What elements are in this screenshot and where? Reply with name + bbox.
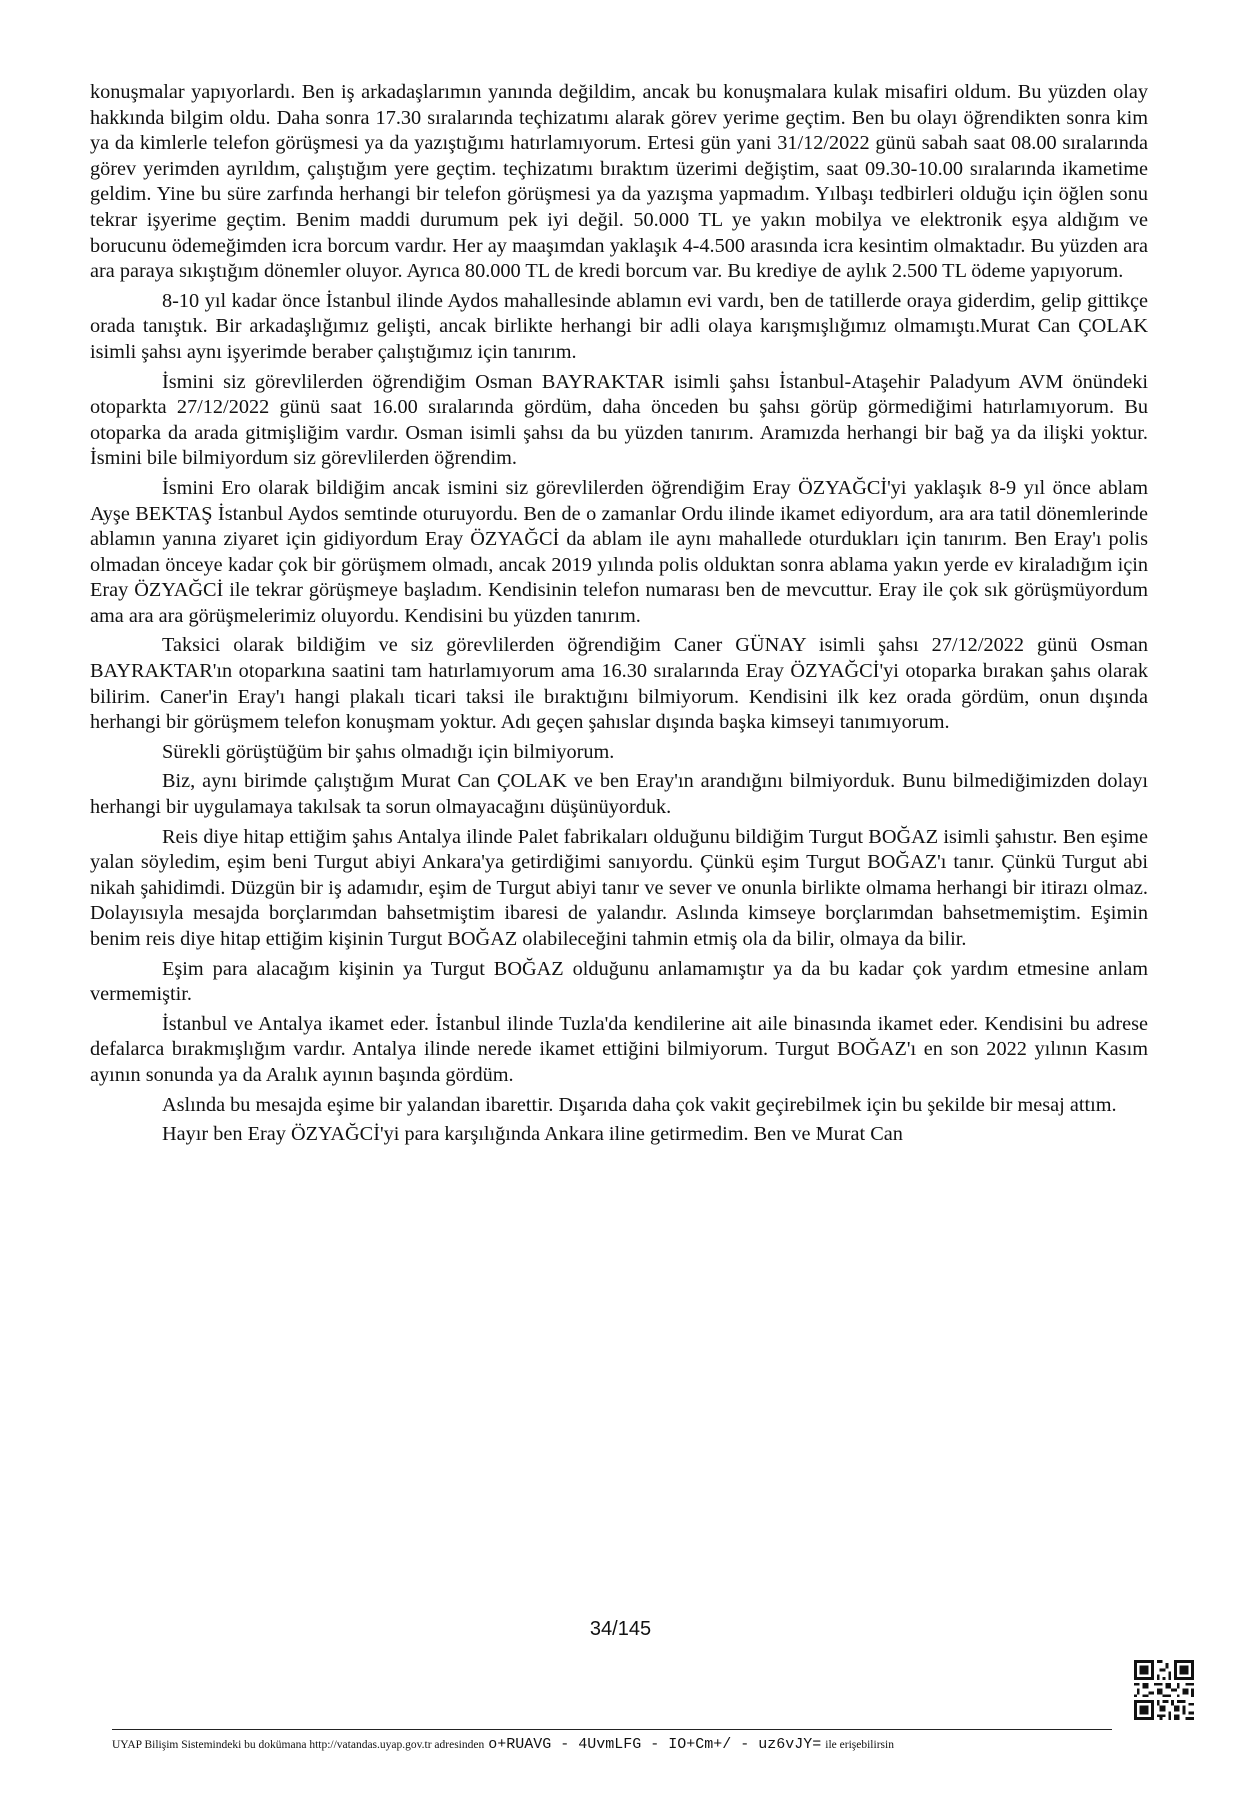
paragraph-2: 8-10 yıl kadar önce İstanbul ilinde Aydos mahallesinde ablamın evi vardı, ben de tatillerde oraya giderdim, gelip gittikçe orada tanıştık. Bir arkadaşlığımız gelişti, ancak birlikte herhangi bir adli olaya karışmışlığımız olmamıştı.Murat Can ÇOLAK isimli şahsı aynı işyerimde beraber çalıştığımız için tanırım. <box>90 289 1148 363</box>
footer-suffix: ile erişebilirsin <box>825 1739 894 1751</box>
paragraph-10: İstanbul ve Antalya ikamet eder. İstanbul ilinde Tuzla'da kendilerine ait aile binasında ikamet eder. Kendisini bu adrese defalarca bırakmışlığım vardır. Antalya ilinde nerede ikamet ettiğini bilmiyorum. Turgut BOĞAZ'ı en son 2022 yılının Kasım ayının sonunda ya da Aralık ayının başında gördüm. <box>90 1012 1148 1086</box>
paragraph-9: Eşim para alacağım kişinin ya Turgut BOĞAZ olduğunu anlamamıştır ya da bu kadar çok yardım etmesine anlam vermemiştir. <box>90 957 1148 1006</box>
paragraph-1: konuşmalar yapıyorlardı. Ben iş arkadaşlarımın yanında değildim, ancak bu konuşmalara kulak misafiri oldum. Bu yüzden olay hakkında bilgim oldu. Daha sonra 17.30 sıralarında teçhizatımı alarak görev yerime geçtim. Ben bu olayı öğrendikten sonra kim ya da kimlerle telefon görüşmesi ya da yazıştığımı hatırlamıyorum. Ertesi gün yani 31/12/2022 günü sabah saat 08.00 sıralarında görev yerimden ayrıldım, çalıştığım yere geçtim. teçhizatımı bıraktım üzerimi değiştim, saat 09.30-10.00 sıralarında ikametime geldim. Yine bu süre zarfında herhangi bir telefon görüşmesi ya da yazışma yapmadım. Yılbaşı tedbirleri olduğu için öğlen sonu tekrar işyerime geçtim. Benim maddi durumum pek iyi değil. 50.000 TL ye yakın mobilya ve elektronik eşya aldığım ve borucunu ödemeğimden icra borcum vardır. Her ay maaşımdan yaklaşık 4-4.500 arasında icra kesintim olmaktadır. Bu yüzden ara ara paraya sıkıştığım dönemler oluyor. Ayrıca 80.000 TL de kredi borcum var. Bu krediye de aylık 2.500 TL ödeme yapıyorum. <box>90 81 1148 283</box>
qr-code-icon <box>1134 1660 1194 1720</box>
paragraph-6: Sürekli görüştüğüm bir şahıs olmadığı için bilmiyorum. <box>162 740 615 763</box>
paragraph-12: Hayır ben Eray ÖZYAĞCİ'yi para karşılığında Ankara iline getirmedim. Ben ve Murat Can <box>162 1123 903 1146</box>
paragraph-7: Biz, aynı birimde çalıştığım Murat Can ÇOLAK ve ben Eray'ın arandığını bilmiyorduk. Bunu bilmediğimizden dolayı herhangi bir uygulamaya takılsak ta sorun olmayacağını düşünüyorduk. <box>90 770 1148 819</box>
page-number: 34/145 <box>589 1618 652 1640</box>
footer-verification-code: o+RUAVG - 4UvmLFG - IO+Cm+/ - uz6vJY= <box>488 1736 822 1753</box>
paragraph-11: Aslında bu mesajda eşime bir yalandan ibarettir. Dışarıda daha çok vakit geçirebilmek için bu şekilde bir mesaj attım. <box>162 1093 1117 1116</box>
document-body <box>90 80 1148 1152</box>
paragraph-8: Reis diye hitap ettiğim şahıs Antalya ilinde Palet fabrikaları olduğunu bildiğim Turgut BOĞAZ isimli şahıstır. Ben eşime yalan söyledim, eşim beni Turgut abiyi Ankara'ya getirdiğimi sanıyordu. Çünkü eşim Turgut BOĞAZ'ı tanır. Çünkü Turgut abi nikah şahidimdi. Düzgün bir iş adamıdır, eşim de Turgut abiyi tanır ve sever ve onunla birlikte olmama herhangi bir itirazı olmaz. Dolayısıyla mesajda borçlarımdan bahsetmiştim ibaresi de yalandır. Aslında kimseye borçlarımdan bahsetmemiştim. Eşimin benim reis diye hitap ettiğim kişinin Turgut BOĞAZ olabileceğini tahmin etmiş ola da bilir, olmaya da bilir. <box>90 825 1148 950</box>
paragraph-3: İsmini siz görevlilerden öğrendiğim Osman BAYRAKTAR isimli şahsı İstanbul-Ataşehir Paladyum AVM önündeki otoparkta 27/12/2022 günü saat 16.00 sıralarında gördüm, daha önceden bu şahsı görüp görmediğimi hatırlamıyorum. Bu otoparka da arada gitmişliğim vardır. Osman isimli şahsı da bu yüzden tanırım. Aramızda herhangi bir bağ ya da ilişki yoktur. İsmini bile bilmiyordum siz görevlilerden öğrendim. <box>90 370 1148 470</box>
paragraph-4: İsmini Ero olarak bildiğim ancak ismini siz görevlilerden öğrendiğim Eray ÖZYAĞCİ'yi yaklaşık 8-9 yıl önce ablam Ayşe BEKTAŞ İstanbul Aydos semtinde oturuyordu. Ben de o zamanlar Ordu ilinde ikamet ediyordum, ara ara tatil dönemlerinde ablamın yanına ziyaret için gidiyordum Eray ÖZYAĞCİ da ablam ile aynı mahallede oturdukları için tanırım. Ben Eray'ı polis olmadan önceye kadar çok bir görüşmem olmadı, ancak 2019 yılında polis olduktan sonra ablama yakın yerde ev kiraladığım için Eray ÖZYAĞCİ ile tekrar görüşmeye başladım. Kendisinin telefon numarası ben de mevcuttur. Eray ile çok sık görüşmüyordum ama ara ara görüşmelerimiz oluyordu. Kendisini bu yüzden tanırım. <box>90 476 1148 627</box>
footer <box>112 1735 1152 1753</box>
paragraph-5: Taksici olarak bildiğim ve siz görevlilerden öğrendiğim Caner GÜNAY isimli şahsı 27/12/2022 günü Osman BAYRAKTAR'ın otoparkına saatini tam hatırlamıyorum ama 16.30 sıralarında Eray ÖZYAĞCİ'yi otoparka bırakan şahıs olarak bilirim. Caner'in Eray'ı hangi plakalı ticari taksi ile bıraktığını bilmiyorum. Kendisini ilk kez orada gördüm, onun dışında herhangi bir görüşmem telefon konuşmam yoktur. Adı geçen şahıslar dışında başka kimseyi tanımıyorum. <box>90 634 1148 734</box>
footer-divider <box>112 1729 1112 1730</box>
footer-note: UYAP Bilişim Sistemindeki bu dokümana http://vatandas.uyap.gov.tr adresinden <box>112 1739 485 1751</box>
